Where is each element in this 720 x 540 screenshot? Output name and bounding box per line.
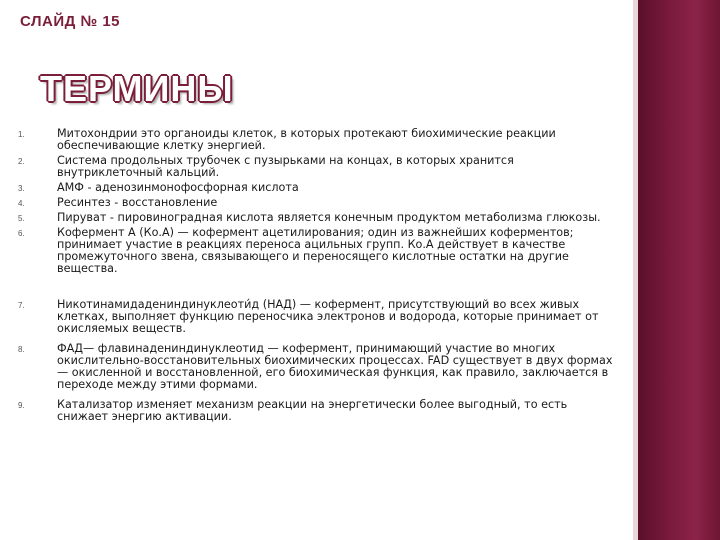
list-item: [18, 128, 618, 152]
item-text: Система продольных трубочек с пузырьками на концах, в которых хранится внутриклеточный кальций.: [57, 154, 514, 179]
slide-title: ТЕРМИНЫ: [40, 68, 234, 109]
item-number: 5.: [18, 214, 25, 223]
item-text: Ресинтез - восстановление: [57, 196, 218, 209]
item-number: 7.: [18, 301, 25, 310]
list-item: [18, 227, 618, 275]
item-text: Пируват - пировиноградная кислота является конечным продуктом метаболизма глюкозы.: [57, 211, 601, 224]
item-text: Катализатор изменяет механизм реакции на энергетически более выгодный, то есть снижает энергию активации.: [57, 398, 568, 423]
item-number: 6.: [18, 229, 25, 238]
item-number: 2.: [18, 157, 25, 166]
item-text: Митохондрии это органоиды клеток, в которых протекают биохимические реакции обеспечивающие клетку энергией.: [57, 127, 556, 152]
list-item: [18, 155, 618, 179]
item-text: АМФ - аденозинмонофосфорная кислота: [57, 181, 299, 194]
list-item: [18, 182, 618, 194]
item-number: 1.: [18, 130, 25, 139]
list-item: [18, 212, 618, 224]
item-number: 9.: [18, 401, 25, 410]
item-number: 8.: [18, 345, 25, 354]
item-text: Никотинамидадениндинуклеоти́д (НАД) — кофермент, присутствующий во всех живых клетках, выполняет функцию переносчика электронов и водорода, которые принимает от окисляемых веществ.: [57, 298, 599, 335]
list-item: [18, 399, 618, 423]
item-text: Кофермент А (Ко.А) — кофермент ацетилирования; один из важнейших коферментов; принимает участие в реакциях переноса ацильных групп. Ко.А действует в качестве промежуточного звена, связывающего и переносящего кислотные остатки на другие вещества.: [57, 226, 574, 275]
slide-number: СЛАЙД № 15: [20, 13, 121, 30]
item-number: 4.: [18, 199, 25, 208]
item-text: ФАД— флавинадениндинуклеотид — кофермент, принимающий участие во многих окислительно-восстановительных биохимических процессах. FAD существует в двух формах — окисленной и восстановленной, его биохимическая функция, как правило, заключается в переходе между этими формами.: [57, 342, 613, 391]
decorative-sidebar: [638, 0, 720, 540]
item-number: 3.: [18, 184, 25, 193]
list-item: [18, 197, 618, 209]
terms-list: [18, 128, 618, 426]
list-item: [18, 343, 618, 391]
list-item: [18, 299, 618, 335]
